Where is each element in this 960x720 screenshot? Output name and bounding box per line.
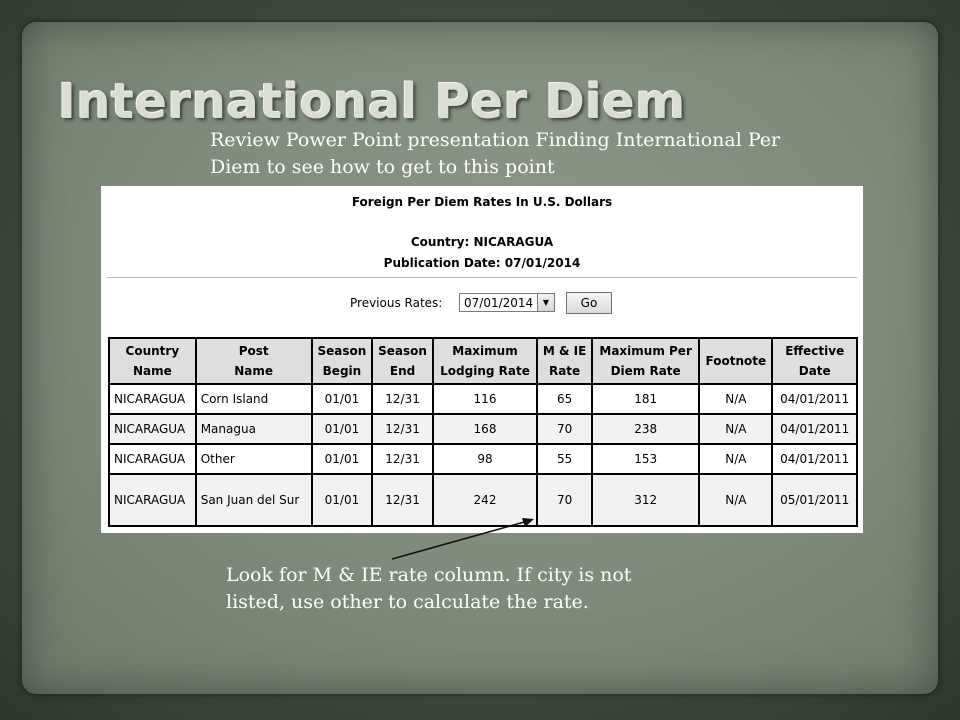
cell-post: Corn Island xyxy=(196,384,312,414)
cell-season-begin: 01/01 xyxy=(312,414,373,444)
divider xyxy=(107,277,857,278)
slide-note: Look for M & IE rate column. If city is not listed, use other to calculate the rate. xyxy=(226,564,632,613)
col-header-line: Rate xyxy=(548,364,581,378)
cell-footnote: N/A xyxy=(699,414,772,444)
cell-lodging: 98 xyxy=(433,444,537,474)
cell-post: Other xyxy=(196,444,312,474)
col-header-line: Date xyxy=(798,364,831,378)
previous-rates-row xyxy=(101,292,863,314)
col-header-line: Maximum xyxy=(452,344,518,358)
col-header-line: End xyxy=(389,364,416,378)
slide-title: International Per Diem xyxy=(58,74,686,130)
cell-effective: 04/01/2011 xyxy=(772,444,857,474)
previous-rates-value: 07/01/2014 xyxy=(464,296,534,310)
col-footnote xyxy=(699,338,772,384)
cell-country: NICARAGUA xyxy=(109,384,196,414)
col-header-line: Begin xyxy=(322,364,362,378)
cell-season-begin: 01/01 xyxy=(312,474,373,526)
col-mie-rate xyxy=(537,338,592,384)
col-header-line: Country xyxy=(125,344,180,358)
col-post-name xyxy=(196,338,312,384)
publication-date: Publication Date: 07/01/2014 xyxy=(383,256,581,270)
col-header-line: Post xyxy=(238,344,269,358)
cell-post: San Juan del Sur xyxy=(196,474,312,526)
cell-effective: 04/01/2011 xyxy=(772,414,857,444)
table-header-row xyxy=(109,338,857,384)
cell-max-per-diem: 153 xyxy=(592,444,699,474)
col-header-line: M & IE xyxy=(542,344,587,358)
cell-season-end: 12/31 xyxy=(372,474,433,526)
cell-max-per-diem: 181 xyxy=(592,384,699,414)
table-row xyxy=(109,474,857,526)
col-header-line: Lodging Rate xyxy=(440,364,530,378)
cell-mie: 70 xyxy=(537,474,592,526)
col-header-line: Season xyxy=(317,344,367,358)
table-row xyxy=(109,414,857,444)
table-row xyxy=(109,384,857,414)
col-header-line: Season xyxy=(378,344,427,358)
col-header-line: Name xyxy=(234,364,274,378)
cell-effective: 04/01/2011 xyxy=(772,384,857,414)
slide-subtitle: Review Power Point presentation Finding International Per Diem to see how to get to this point xyxy=(210,129,781,178)
col-header-line: Diem Rate xyxy=(610,364,681,378)
cell-mie: 65 xyxy=(537,384,592,414)
cell-lodging: 168 xyxy=(433,414,537,444)
col-header-line: Effective xyxy=(785,344,845,358)
table-row xyxy=(109,444,857,474)
cell-mie: 55 xyxy=(537,444,592,474)
col-country-name xyxy=(109,338,196,384)
col-max-per-diem xyxy=(592,338,699,384)
cell-effective: 05/01/2011 xyxy=(772,474,857,526)
cell-season-end: 12/31 xyxy=(372,384,433,414)
cell-season-begin: 01/01 xyxy=(312,384,373,414)
rates-heading: Foreign Per Diem Rates In U.S. Dollars xyxy=(351,195,613,209)
cell-max-per-diem: 312 xyxy=(592,474,699,526)
cell-country: NICARAGUA xyxy=(109,474,196,526)
country-label: Country: NICARAGUA xyxy=(410,235,554,249)
col-effective-date xyxy=(772,338,857,384)
cell-post: Managua xyxy=(196,414,312,444)
cell-max-per-diem: 238 xyxy=(592,414,699,444)
cell-season-end: 12/31 xyxy=(372,414,433,444)
go-button[interactable]: Go xyxy=(566,292,612,314)
col-max-lodging xyxy=(433,338,537,384)
cell-season-end: 12/31 xyxy=(372,444,433,474)
cell-footnote: N/A xyxy=(699,474,772,526)
cell-country: NICARAGUA xyxy=(109,444,196,474)
cell-lodging: 116 xyxy=(433,384,537,414)
cell-country: NICARAGUA xyxy=(109,414,196,444)
col-header-line: Maximum Per xyxy=(599,344,692,358)
col-season-begin xyxy=(312,338,373,384)
col-season-end xyxy=(372,338,433,384)
cell-season-begin: 01/01 xyxy=(312,444,373,474)
cell-lodging: 242 xyxy=(433,474,537,526)
cell-footnote: N/A xyxy=(699,384,772,414)
previous-rates-select[interactable] xyxy=(459,293,555,312)
cell-footnote: N/A xyxy=(699,444,772,474)
per-diem-table xyxy=(108,337,858,527)
per-diem-screenshot xyxy=(101,186,863,533)
col-header-line: Footnote xyxy=(705,354,767,368)
chevron-down-icon[interactable]: ▼ xyxy=(537,294,554,311)
previous-rates-label: Previous Rates: xyxy=(350,296,443,310)
col-header-line: Name xyxy=(132,364,172,378)
cell-mie: 70 xyxy=(537,414,592,444)
